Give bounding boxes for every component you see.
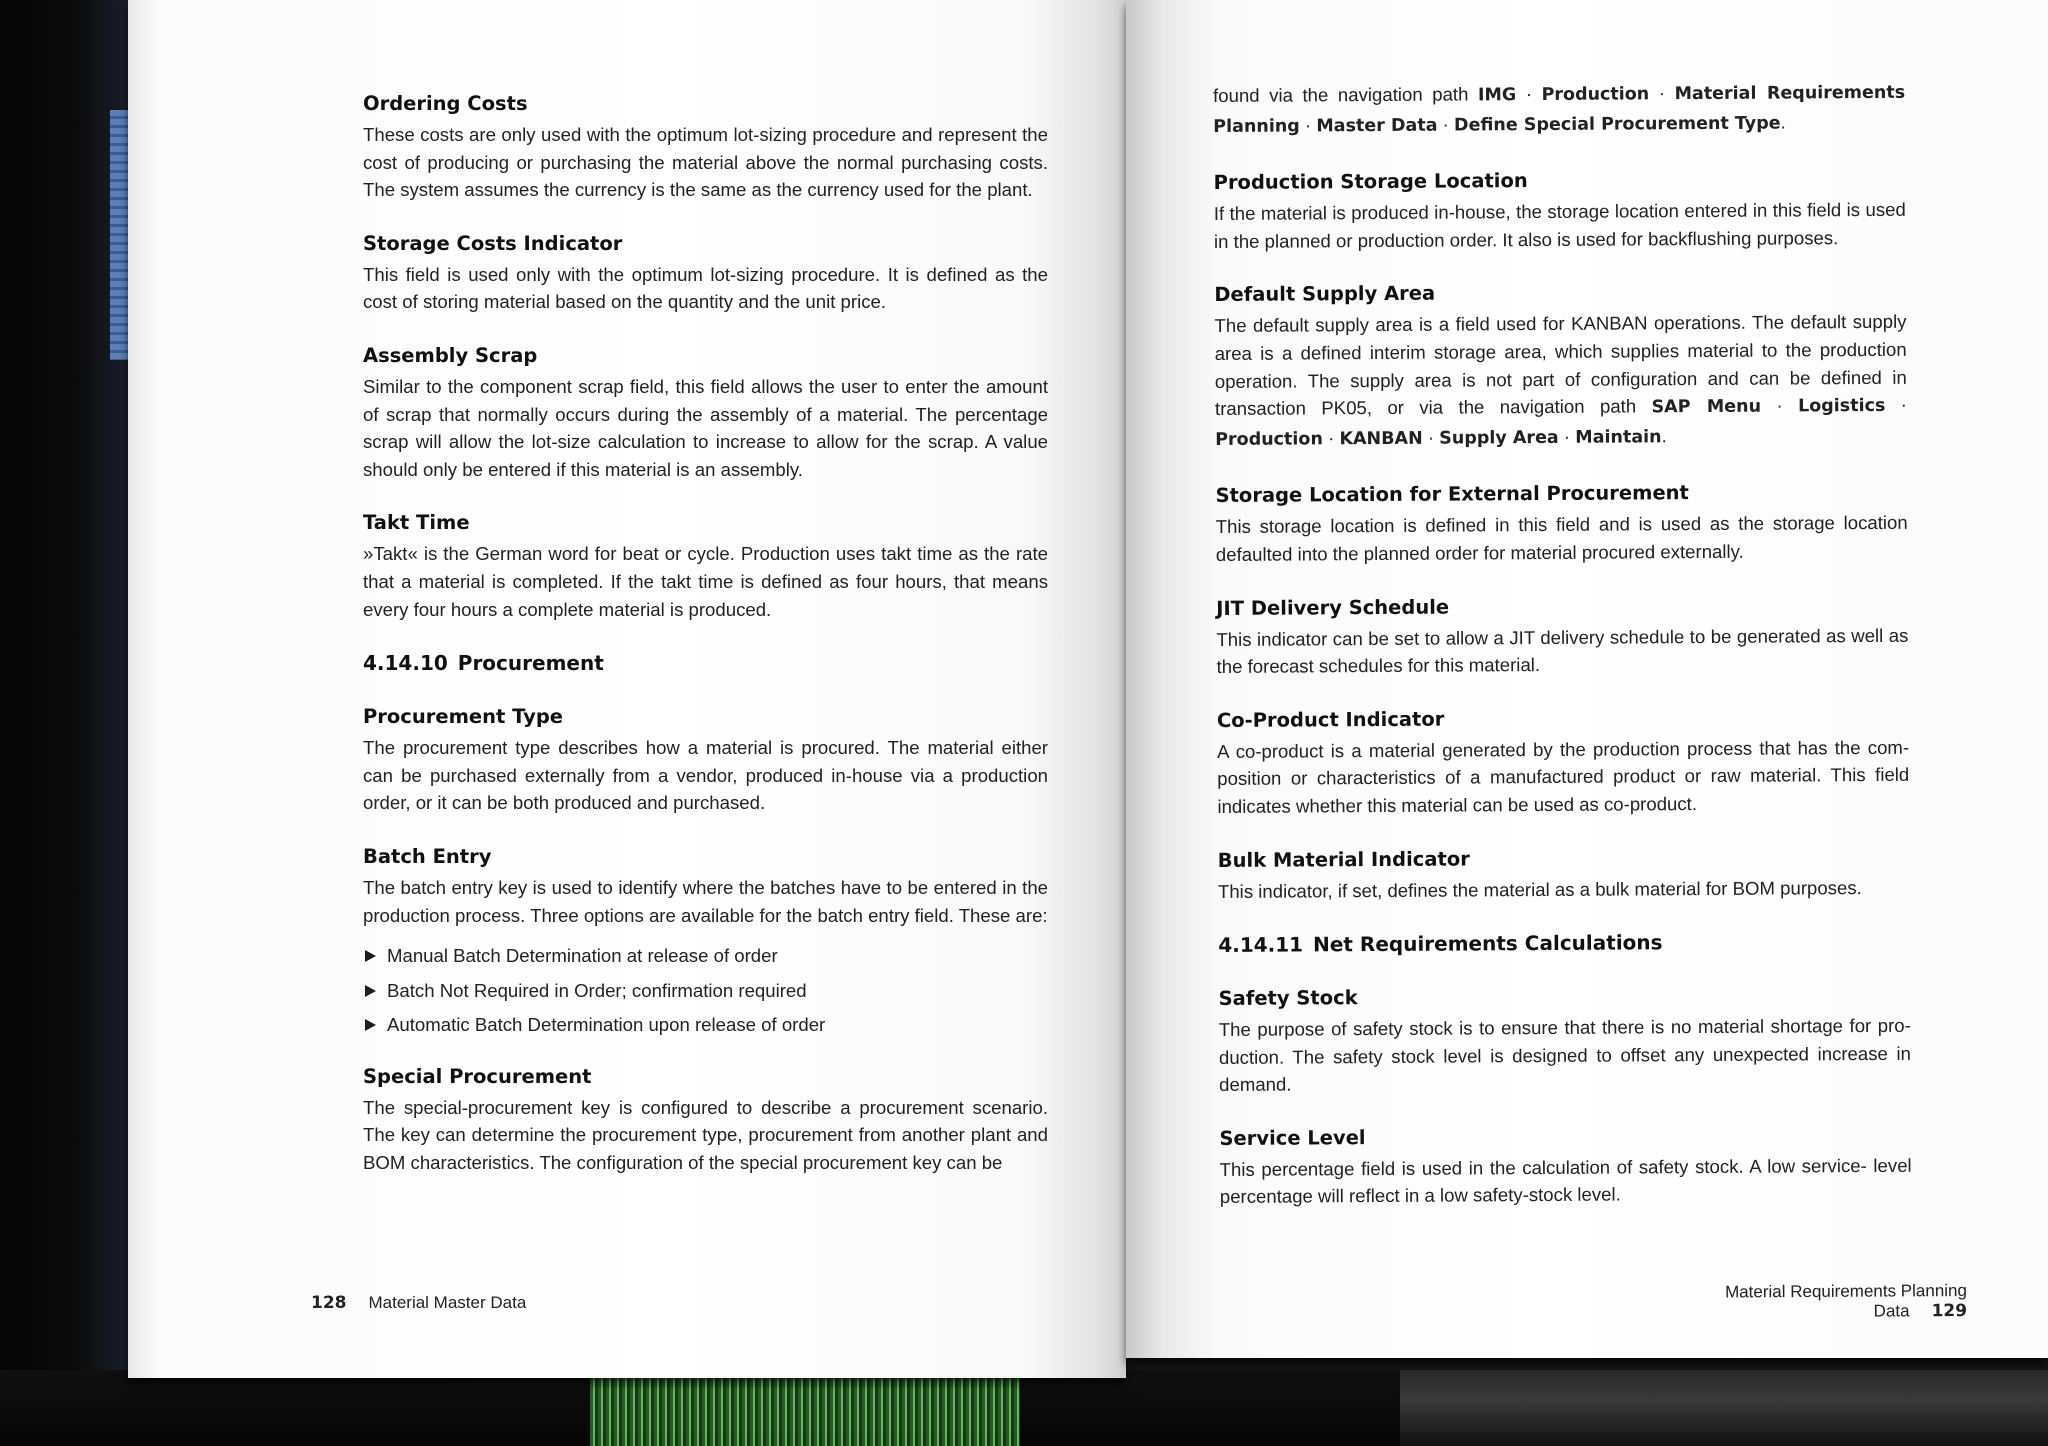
section-heading: Ordering Costs <box>363 92 528 115</box>
triangle-bullet-icon <box>365 985 376 997</box>
list-item: Automatic Batch Determination upon release of order <box>363 1008 1048 1043</box>
chapter-number: 4.14.10 <box>363 651 448 676</box>
section-takt-time <box>363 511 1048 623</box>
section-body: If the material is produced in-house, the storage location entered in this field is used in the planned or production order. It also is used for backflushing purposes. <box>1213 198 1906 252</box>
section-safety-stock <box>1219 983 1912 1099</box>
continuation-paragraph <box>1213 78 1905 141</box>
section-body: The batch entry key is used to identify where the batches have to be entered in the production process. Three options are available for the batch entry field. These are: <box>363 876 1048 926</box>
section-heading: Procurement Type <box>363 705 564 729</box>
running-title: Material Requirements Planning Data <box>1724 1280 1967 1321</box>
section-bulk-material-indicator <box>1218 844 1910 905</box>
section-procurement-type <box>363 705 1048 817</box>
section-batch-entry <box>363 845 1048 929</box>
chapter-heading-procurement <box>363 651 1048 675</box>
list-item: Batch Not Required in Order; confirmation required <box>363 974 1048 1009</box>
section-body: The procurement type describes how a material is procured. The material either can be purchased externally from a vendor, produced in-house via a production order, or it can be both produced and purchased. <box>363 737 1048 814</box>
left-page-column <box>363 92 1048 1204</box>
scan-background-blue-strip <box>110 110 128 360</box>
scan-background-bottom-right <box>1400 1370 2048 1446</box>
section-heading: Special Procurement <box>363 1064 592 1088</box>
section-heading: Assembly Scrap <box>363 343 538 367</box>
scan-background-green-strip <box>590 1376 1020 1446</box>
section-service-level <box>1219 1123 1912 1211</box>
section-body: The default supply area is a field used for KANBAN operations. The default supply area is a defined interim storage area, which supplies material to the production operation. The supply area is not part of configuration and can be defined in transaction PK05, or via the navigation path SAP Menu · Logistics · Production · KANBAN · Supply Area · Maintain. <box>1214 311 1908 450</box>
section-body: This storage location is defined in this field and is used as the storage location defaulted into the planned order for material procured externally. <box>1215 512 1908 565</box>
section-storage-costs-indicator <box>363 232 1048 316</box>
section-body: found via the navigation path IMG · Production · Material Requirements Planning · Master Data · Define Special Procurement Type. <box>1213 82 1906 137</box>
section-heading: Bulk Material Indicator <box>1217 846 1470 872</box>
section-heading: Storage Costs Indicator <box>363 231 623 255</box>
section-co-product-indicator <box>1217 704 1910 820</box>
section-heading: Production Storage Location <box>1213 169 1528 195</box>
section-heading: Storage Location for External Procurement <box>1215 481 1689 508</box>
section-special-procurement <box>363 1065 1048 1177</box>
section-heading: Batch Entry <box>363 844 492 868</box>
running-title: Material Master Data <box>368 1293 527 1312</box>
section-assembly-scrap <box>363 344 1048 483</box>
section-production-storage-location <box>1214 167 1907 255</box>
section-default-supply-area <box>1214 279 1907 454</box>
section-body: »Takt« is the German word for beat or cycle. Production uses takt time as the rate that a material is completed. If the takt time is defined as four hours, that means every four hours a complete material is produced. <box>363 543 1048 620</box>
section-heading: Service Level <box>1219 1125 1366 1150</box>
scan-background-left <box>0 0 128 1446</box>
triangle-bullet-icon <box>365 1019 376 1031</box>
section-jit-delivery-schedule <box>1216 592 1909 680</box>
triangle-bullet-icon <box>365 950 376 962</box>
section-body: The purpose of safety stock is to ensure that there is no material shortage for production. The safety stock level is designed to offset any unexpected increase in demand. <box>1218 1014 1912 1096</box>
section-heading: Default Supply Area <box>1214 282 1436 307</box>
left-page-footer <box>311 1293 526 1313</box>
chapter-number: 4.14.11 <box>1218 932 1304 958</box>
section-heading: JIT Delivery Schedule <box>1216 595 1450 620</box>
list-item: Manual Batch Determination at release of order <box>363 939 1048 974</box>
chapter-heading-net-requirements <box>1218 929 1910 957</box>
page-number: 129 <box>1931 1300 1968 1322</box>
right-page-footer <box>1637 1281 1967 1323</box>
section-heading: Takt Time <box>363 511 470 535</box>
section-body: This field is used only with the optimum lot-sizing procedure. It is defined as the cost of storing material based on the quantity and the unit price. <box>363 263 1048 313</box>
section-ordering-costs <box>363 92 1048 204</box>
page-number: 128 <box>311 1293 347 1313</box>
section-body: This indicator can be set to allow a JIT delivery schedule to be generated as well as the forecast schedules for this material. <box>1216 624 1909 678</box>
section-body: The special-procurement key is configured to describe a procurement scenario. The key can determine the procurement type, procurement from another plant and BOM characteristics. The configuration of the special procurement key can be <box>363 1096 1048 1173</box>
chapter-title: Net Requirements Calculations <box>1312 930 1663 957</box>
right-page-column <box>1213 78 1912 1239</box>
section-body: This indicator, if set, defines the material as a bulk material for BOM purposes. <box>1217 876 1862 902</box>
section-heading: Co-Product Indicator <box>1216 707 1445 732</box>
section-body: These costs are only used with the optimum lot-sizing procedure and represent the cost of producing or purchasing the material above the normal purchasing costs. The system assumes the currency is the same as the currency used for the plant. <box>363 124 1048 201</box>
section-heading: Safety Stock <box>1218 986 1358 1011</box>
section-body: This percentage field is used in the calculation of safety stock. A low service- level percentage will reflect in a low safety-stock level. <box>1219 1154 1912 1208</box>
section-body: A co-product is a material generated by the production process that has the composition or characteristics of a manufactured product or raw material. This field indicates whether this material can be used as co-product. <box>1217 736 1910 817</box>
section-storage-location-external <box>1215 480 1908 568</box>
batch-entry-options-list <box>363 939 1048 1043</box>
section-body: Similar to the component scrap field, this field allows the user to enter the amount of scrap that normally occurs during the assembly of a material. The percentage scrap will allow the lot-size calculation to increase to allow for the scrap. A value should only be entered if this material is an assembly. <box>363 375 1048 480</box>
chapter-title: Procurement <box>457 651 604 676</box>
